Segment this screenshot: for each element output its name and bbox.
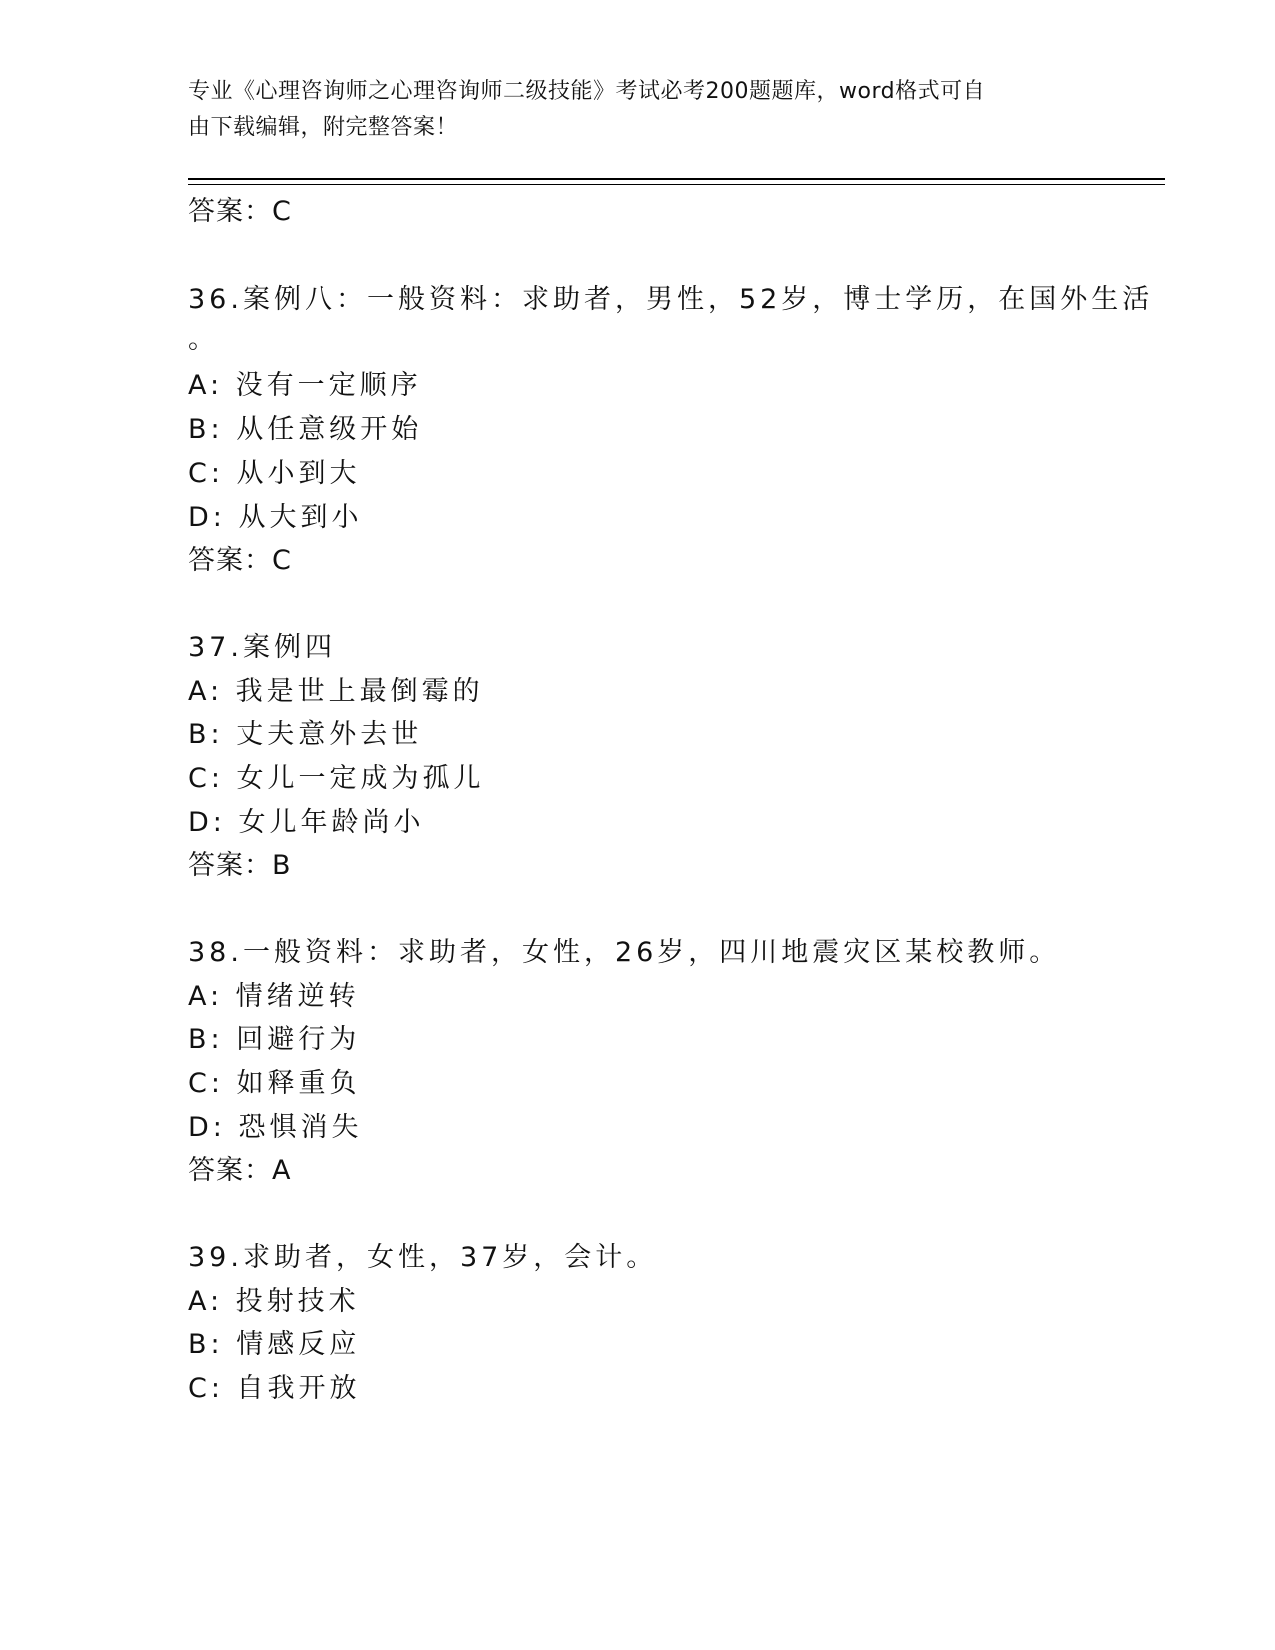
previous-answer: 答案：C [188,196,292,227]
question-36-option-d: D: 从大到小 [188,502,363,533]
question-37-stem: 37.案例四 [188,632,336,663]
question-37-option-c: C: 女儿一定成为孤儿 [188,763,485,794]
question-37-option-a: A: 我是世上最倒霉的 [188,676,484,707]
question-37-option-d: D: 女儿年龄尚小 [188,807,425,838]
question-39-stem: 39.求助者，女性，37岁，会计。 [188,1242,658,1273]
question-39-option-a: A: 投射技术 [188,1286,360,1317]
question-38-option-b: B: 回避行为 [188,1024,361,1055]
question-38-option-a: A: 情绪逆转 [188,981,360,1012]
question-39-option-c: C: 自我开放 [188,1373,361,1404]
question-39-option-b: B: 情感反应 [188,1329,361,1360]
question-36-answer: 答案：C [188,545,292,576]
question-37-answer: 答案：B [188,850,292,881]
question-36-option-b: B: 从任意级开始 [188,414,423,445]
question-36-stem-continued: 。 [188,324,219,355]
question-38-answer: 答案：A [188,1155,292,1186]
header-divider-bottom [188,184,1165,185]
question-38-option-d: D: 恐惧消失 [188,1112,363,1143]
question-38-stem: 38.一般资料：求助者，女性，26岁，四川地震灾区某校教师。 [188,937,1061,968]
question-36-option-c: C: 从小到大 [188,458,361,489]
question-38-option-c: C: 如释重负 [188,1068,361,1099]
question-36-stem: 36.案例八：一般资料：求助者，男性，52岁，博士学历，在国外生活 [188,284,1154,315]
header-divider-top [188,178,1165,180]
question-37-option-b: B: 丈夫意外去世 [188,719,423,750]
question-36-option-a: A: 没有一定顺序 [188,370,422,401]
document-header: 专业《心理咨询师之心理咨询师二级技能》考试必考200题题库，word格式可自 由下载编辑，附完整答案！ [188,79,986,140]
